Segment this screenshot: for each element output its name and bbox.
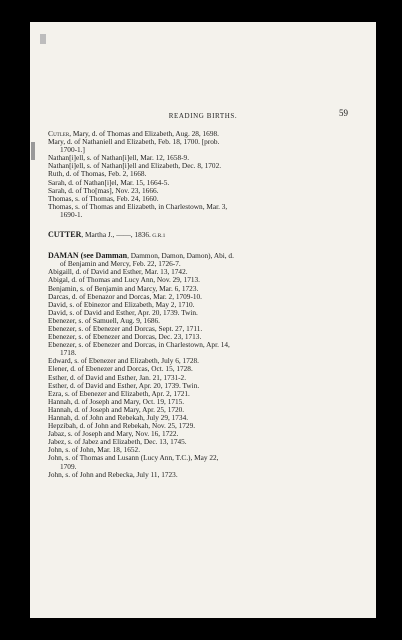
- birth-record: Benjamin, s. of Benjamin and Marcy, Mar. 6, 1723.: [48, 283, 199, 293]
- birth-record: Hannah, d. of Joseph and Mary, Oct. 19, 1715.: [48, 396, 185, 406]
- birth-record: Ebenezer, s. of Ebenezer and Dorcas, in Charlestown, Apr. 14,: [48, 340, 230, 350]
- birth-record: Hannah, d. of John and Rebekah, July 29, 1734.: [48, 413, 189, 422]
- birth-record: Ebenezer, s. of Ebenezer and Dorcas, Sept. 27, 1711.: [48, 323, 203, 333]
- birth-record: Cutler, Mary, d. of Thomas and Elizabeth, Aug. 28, 1698.: [48, 129, 219, 138]
- birth-record: CUTTER, Martha J., ——, 1836. G.R.1: [48, 230, 166, 240]
- birth-record: Thomas, s. of Thomas and Elizabeth, in Charlestown, Mar. 3,: [48, 201, 228, 211]
- birth-record: David, s. of Ebinezor and Elizabeth, May 2, 1710.: [48, 299, 195, 309]
- birth-record: Abigal, d. of Thomas and Lucy Ann, Nov. 29, 1713.: [48, 275, 201, 285]
- record-continuation: of Benjamin and Mercy, Feb. 22, 1726-7.: [60, 259, 181, 269]
- birth-record: Hannah, d. of Joseph and Mary, Apr. 25, 1720.: [48, 404, 185, 414]
- book-page: [30, 22, 376, 618]
- page-number: 59: [339, 108, 348, 118]
- birth-record: Nathan[i]ell, s. of Nathan[i]ell and Elizabeth, Dec. 8, 1702.: [48, 161, 222, 171]
- birth-record: Nathan[i]ell, s. of Nathan[i]ell, Mar. 12, 1658-9.: [48, 153, 190, 163]
- record-continuation: 1709.: [60, 461, 77, 471]
- birth-record: Elener, d. of Ebenezer and Dorcas, Oct. 15, 1728.: [48, 364, 193, 374]
- birth-record: Sarah, d. of Tho[mas], Nov. 23, 1666.: [48, 185, 159, 195]
- scan-mark: [40, 34, 46, 44]
- record-continuation: 1690-1.: [60, 209, 83, 219]
- birth-record: Esther, d. of David and Esther, Apr. 20, 1739. Twin.: [48, 380, 200, 390]
- birth-record: Ebenezer, s. of Samuell, Aug. 9, 1686.: [48, 315, 160, 325]
- running-head: READING BIRTHS.: [168, 112, 238, 120]
- birth-record: Ebenezer, s. of Ebenezer and Dorcas, Dec. 23, 1713.: [48, 332, 202, 342]
- birth-record: Sarah, d. of Nathan[i]el, Mar. 15, 1664-5.: [48, 177, 170, 187]
- birth-record: Mary, d. of Nathaniell and Elizabeth, Feb. 18, 1700. [prob.: [48, 137, 220, 147]
- record-continuation: 1700-1.]: [60, 145, 85, 155]
- birth-record: John, s. of John, Mar. 18, 1652.: [48, 445, 141, 455]
- birth-record: John, s. of John and Rebecka, July 11, 1723.: [48, 469, 178, 479]
- record-continuation: 1718.: [60, 348, 77, 358]
- birth-record: Ezra, s. of Ebenezer and Elizabeth, Apr. 2, 1721.: [48, 388, 190, 398]
- birth-record: Abigaill, d. of David and Esther, Mar. 13, 1742.: [48, 267, 188, 277]
- birth-record: Jabez, s. of Jabez and Elizabeth, Dec. 13, 1745.: [48, 437, 187, 447]
- birth-record: Darcas, d. of Ebenazor and Dorcas, Mar. 2, 1709-10.: [48, 291, 202, 301]
- birth-record: Thomas, s. of Thomas, Feb. 24, 1660.: [48, 193, 159, 203]
- scan-mark: [31, 142, 35, 160]
- birth-record: Hepzibah, d. of John and Rebekah, Nov. 25, 1729.: [48, 421, 196, 431]
- birth-record: Ruth, d. of Thomas, Feb. 2, 1668.: [48, 169, 147, 179]
- birth-record: Edward, s. of Ebenezer and Elizabeth, July 6, 1728.: [48, 356, 199, 366]
- birth-record: David, s. of David and Esther, Apr. 20, 1739. Twin.: [48, 307, 198, 317]
- birth-record: Esther, d. of David and Esther, Jan. 21, 1731-2.: [48, 372, 187, 382]
- birth-record: DAMAN (see Damman, Dammon, Damon, Damon), Abi, d.: [48, 251, 234, 261]
- birth-record: John, s. of Thomas and Lusann (Lucy Ann, T.C.), May 22,: [48, 453, 219, 463]
- birth-records: [48, 130, 358, 479]
- birth-record: Jabaz, s. of Joseph and Mary, Nov. 16, 1722.: [48, 429, 179, 439]
